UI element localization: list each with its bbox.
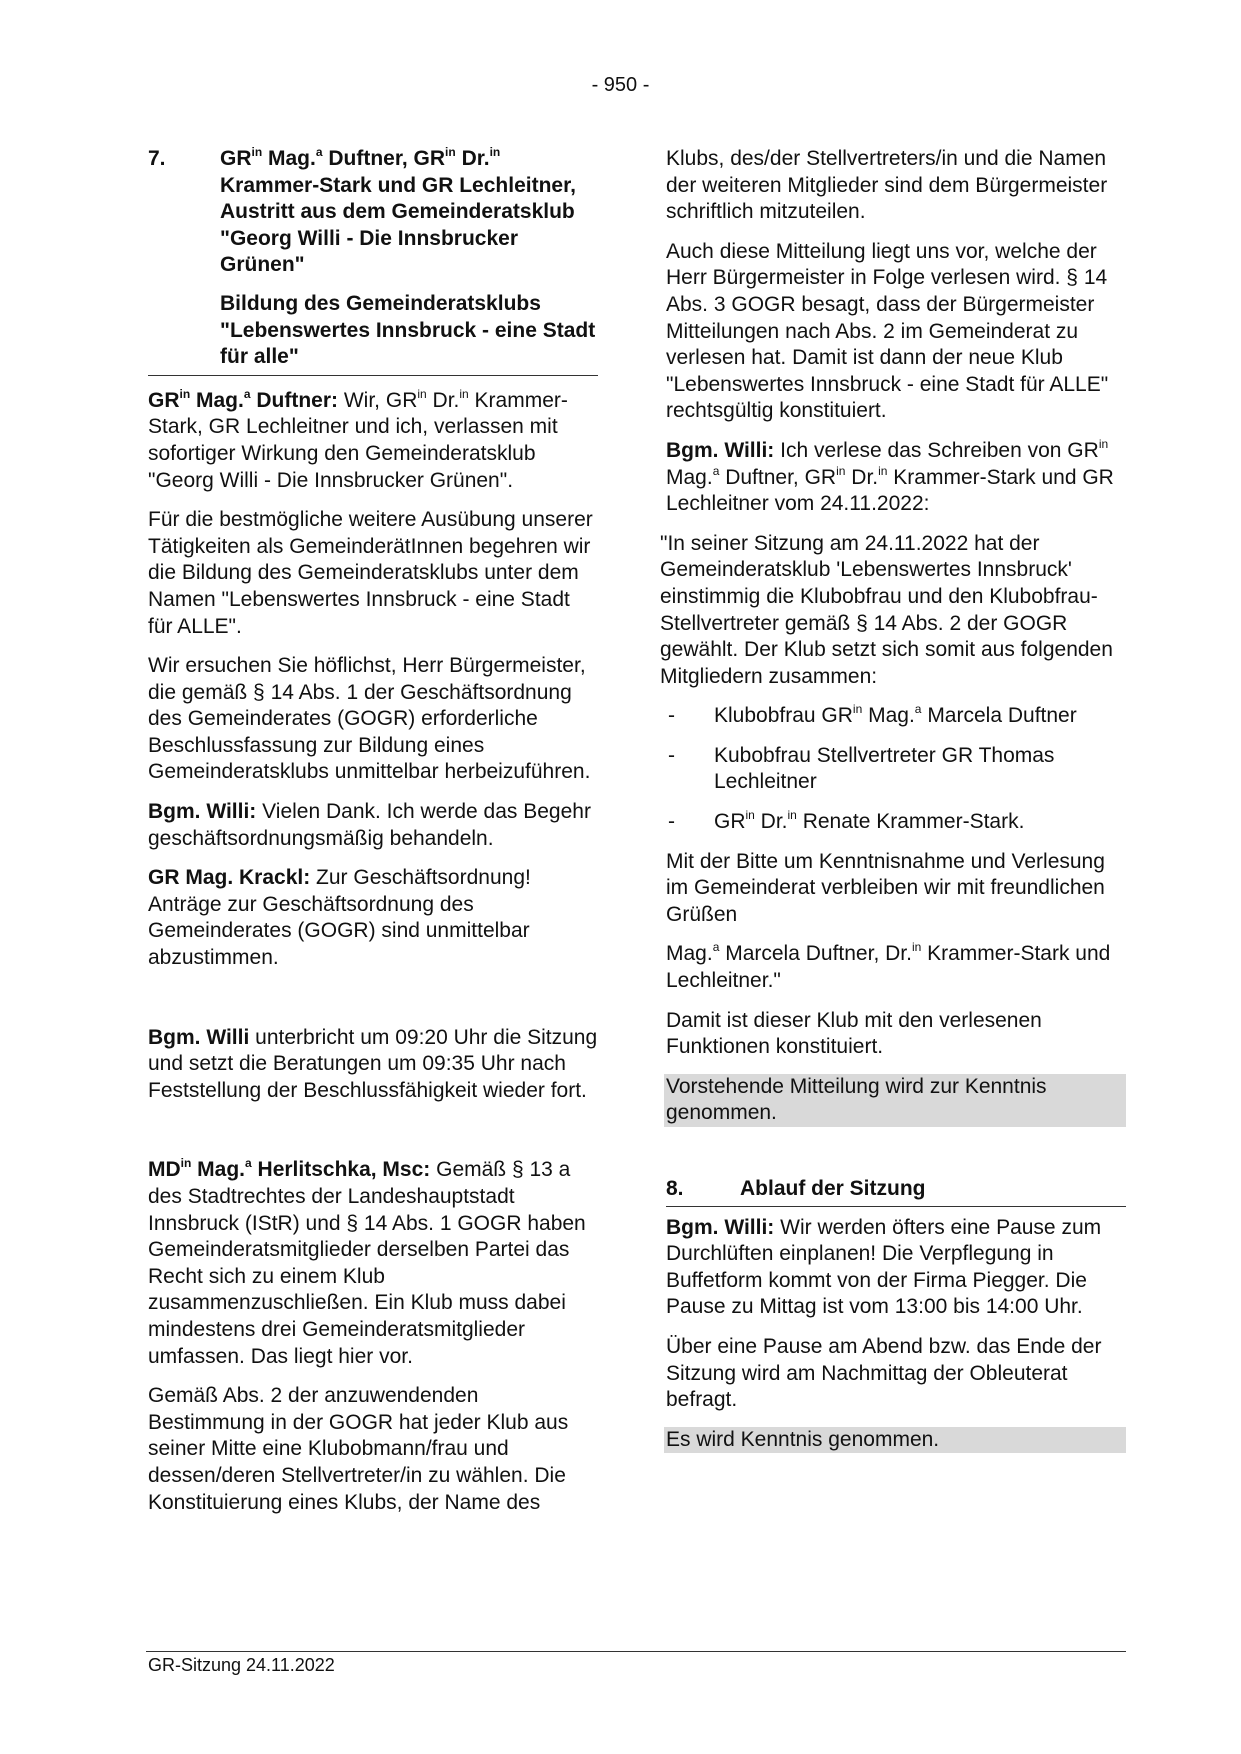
paragraph-interruption: Bgm. Willi unterbricht um 09:20 Uhr die Sitzung und setzt die Beratungen um 09:35 Uhr nach Feststellung der Beschlussfähigkeit wieder fort.	[148, 1025, 598, 1102]
footer-divider	[146, 1651, 1126, 1652]
paragraph-notification: Auch diese Mitteilung liegt uns vor, welche der Herr Bürgermeister in Folge verlesen wird. § 14 Abs. 3 GOGR besagt, dass der Bürgermeister Mitteilungen nach Abs. 2 im Gemeinderat zu verlesen hat. Damit ist dann der neue Klub "Lebenswertes Innsbruck - eine Stadt für ALLE" rechtsgültig konstituiert.	[666, 239, 1109, 423]
paragraph-evening-break: Über eine Pause am Abend bzw. das Ende der Sitzung wird am Nachmittag der Obleuterat befragt.	[666, 1334, 1102, 1412]
paragraph-herlitschka: $MD^{in}$ Mag.$^a$ Herlitschka, Msc: Gemäß § 13 a des Stadtrechtes der Landeshauptstadt Innsbruck (IStR) und § 14 Abs. 1 GOGR haben Gemeinderatsmitglieder derselben Partei das Recht sich zu einem Klub zusammenzuschließen. Ein Klub muss dabei mindestens drei Gemeinderatsmitglieder umfassen. Das liegt hier vor.	[148, 1156, 586, 1368]
agenda-item-title: 7. $GR^{in}$ Mag.$^a$ Duftner, $GR^{in}$ Dr.$^{in}$ Krammer-Stark und GR Lechleitner, Austritt aus dem Gemeinderatsklub "Georg Willi - Die Innsbrucker Grünen"	[148, 145, 576, 277]
paragraph-club-names: Klubs, des/der Stellvertreters/in und die Namen der weiteren Mitglieder sind dem Bürgermeister schriftlich mitzuteilen.	[666, 147, 1108, 224]
paragraph-constitution: Gemäß Abs. 2 der anzuwendenden Bestimmung in der GOGR hat jeder Klub aus seiner Mitte eine Klubobmann/frau und dessen/deren Stellvertreter/in zu wählen. Die Konstituierung eines Klubs, der Name des	[148, 1384, 569, 1514]
paragraph-break-plan: Bgm. Willi: Wir werden öfters eine Pause zum Durchlüften einplanen! Die Verpflegung in Buffetform kommt von der Firma Piegger. Die Pause zu Mittag ist vom 13:00 bis 14:00 Uhr.	[666, 1215, 1102, 1319]
paragraph-willi-reading: Bgm. Willi: Ich verlese das Schreiben von $GR^{in}$ Mag.$^a$ Duftner, $GR^{in}$ Dr.$^{in}$ Krammer-Stark und GR Lechleitner vom 24.11.2022:	[666, 436, 1114, 516]
paragraph-closing: Mit der Bitte um Kenntnisnahme und Verlesung im Gemeinderat verbleiben wir mit freundlichen Grüßen	[666, 849, 1105, 926]
agenda-item-number: 7.	[148, 147, 166, 170]
resolution-note: Es wird Kenntnis genommen.	[664, 1427, 1126, 1454]
list-item: - Kubobfrau Stellvertreter GR Thomas Lechleitner	[668, 743, 1055, 794]
agenda-item-subtitle: Bildung des Gemeinderatsklubs "Lebenswertes Innsbruck - eine Stadt für alle"	[148, 291, 598, 376]
left-column	[148, 146, 598, 1529]
list-item: - Klubobfrau $GR^{in}$ Mag.$^a$ Marcela Duftner	[668, 702, 1077, 728]
paragraph-appeal: Wir ersuchen Sie höflichst, Herr Bürgermeister, die gemäß § 14 Abs. 1 der Geschäftsordnung des Gemeinderates (GOGR) erforderliche Beschlussfassung zur Bildung eines Gemeinderatsklubs unmittelbar herbeizuführen.	[148, 654, 591, 784]
page-number: - 950 -	[591, 74, 650, 96]
paragraph-krackl: GR Mag. Krackl: Zur Geschäftsordnung! Anträge zur Geschäftsordnung des Gemeinderates (GOGR) sind unmittelbar abzustimmen.	[148, 866, 531, 970]
section-title: Ablauf der Sitzung	[740, 1177, 926, 1200]
section-heading	[666, 1176, 1126, 1207]
right-column	[660, 146, 1126, 1466]
paragraph-signatures: Mag.$^a$ Marcela Duftner, Dr.$^{in}$ Krammer-Stark und Lechleitner."	[666, 940, 1111, 993]
paragraph-willi: Bgm. Willi: Vielen Dank. Ich werde das Begehr geschäftsordnungsmäßig behandeln.	[148, 800, 591, 850]
paragraph-constituted: Damit ist dieser Klub mit den verlesenen Funktionen konstituiert.	[666, 1008, 1042, 1059]
paragraph-letter-quote: "In seiner Sitzung am 24.11.2022 hat der Gemeinderatsklub 'Lebenswertes Innsbruck' einstimmig die Klubobfrau und den Klubobfrau-Stellvertreter gemäß § 14 Abs. 2 der GOGR gewählt. Der Klub setzt sich somit aus folgenden Mitgliedern zusammen:	[660, 531, 1113, 688]
footer-text: GR-Sitzung 24.11.2022	[148, 1655, 335, 1675]
section-number: 8.	[666, 1177, 684, 1200]
paragraph-request: Für die bestmögliche weitere Ausübung unserer Tätigkeiten als GemeinderätInnen begehren wir die Bildung des Gemeinderatsklubs unter dem Namen "Lebenswertes Innsbruck - eine Stadt für ALLE".	[148, 508, 593, 638]
paragraph-duftner: $GR^{in}$ Mag.$^a$ Duftner: Wir, $GR^{in}$ Dr.$^{in}$ Krammer-Stark, GR Lechleitner und ich, verlassen mit sofortiger Wirkung den Gemeinderatsklub "Georg Willi - Die Innsbrucker Grünen".	[148, 386, 568, 492]
resolution-note: Vorstehende Mitteilung wird zur Kenntnis genommen.	[664, 1074, 1126, 1127]
list-item: - $GR^{in}$ Dr.$^{in}$ Renate Krammer-Stark.	[668, 808, 1025, 834]
